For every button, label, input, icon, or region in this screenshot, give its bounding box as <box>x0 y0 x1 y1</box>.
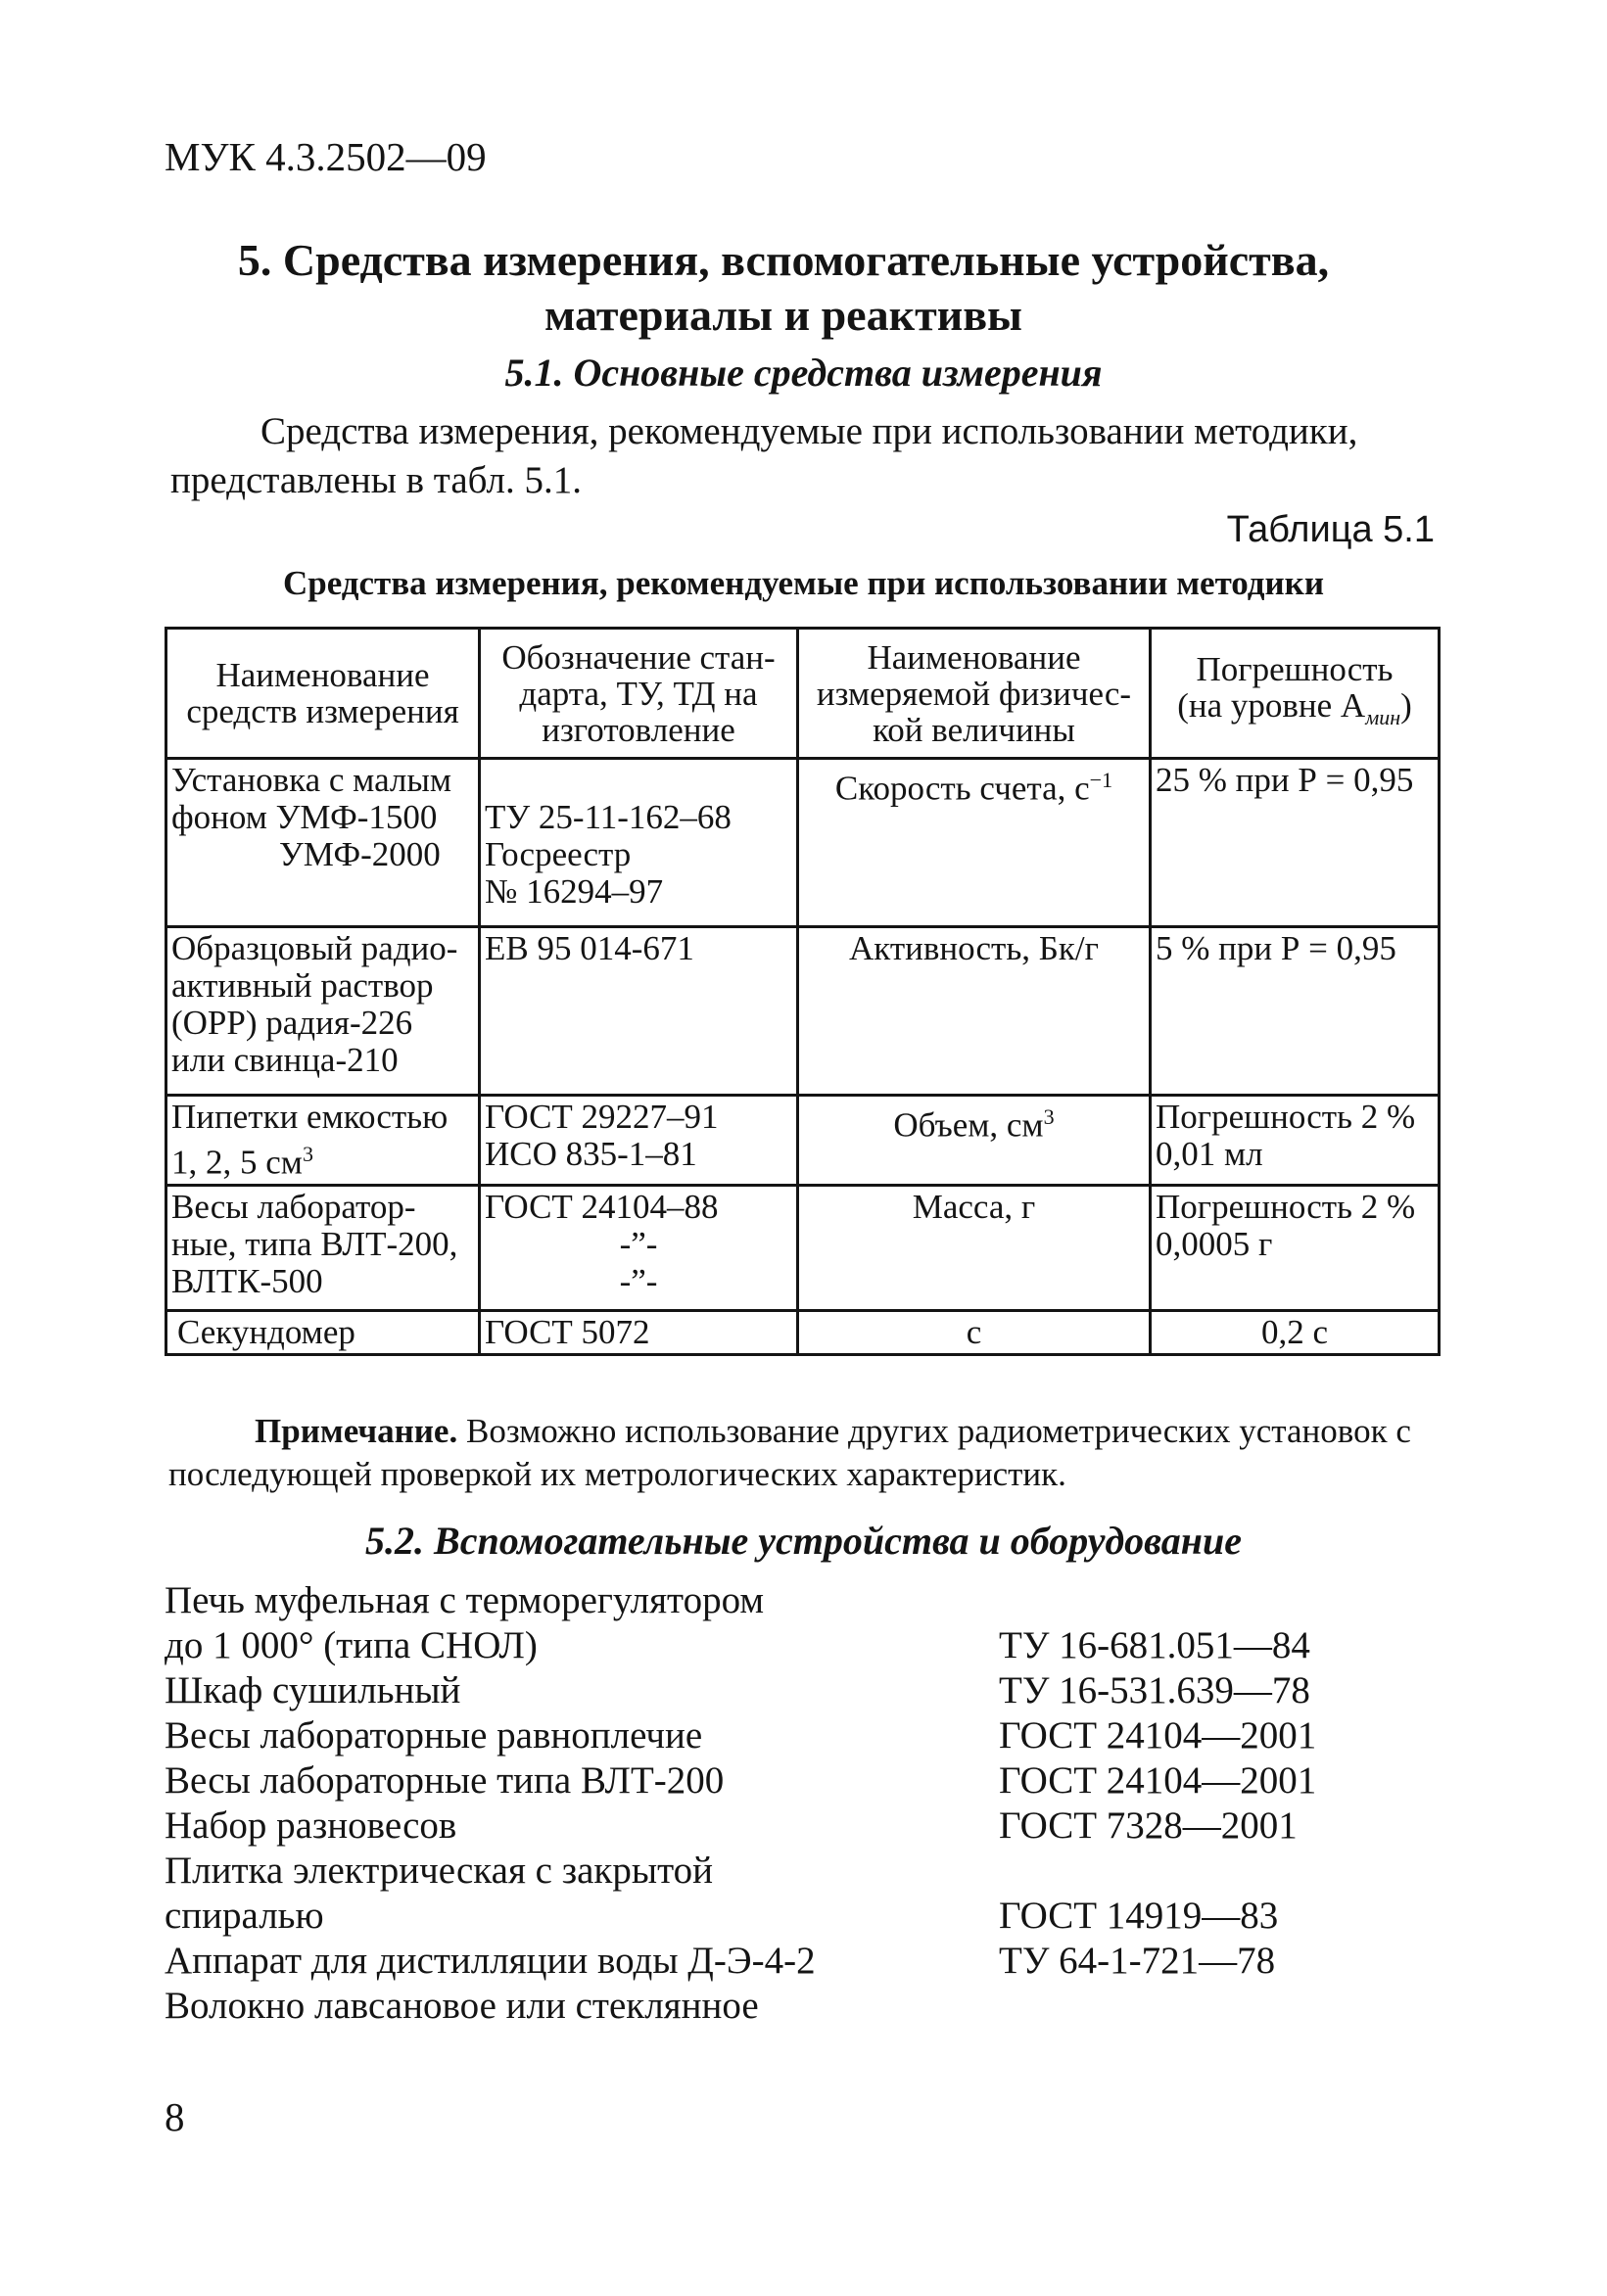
column-header-quantity <box>798 629 1151 759</box>
cell-line: ТУ 25-11-162–68 <box>485 798 732 836</box>
equipment-name: Весы лабораторные типа ВЛТ-200 <box>165 1759 725 1802</box>
note-label: Примечание. <box>255 1412 458 1450</box>
cell-line: № 16294–97 <box>485 872 664 911</box>
list-item <box>165 1804 1438 1849</box>
cell-line: или свинца-210 <box>171 1041 399 1079</box>
cell-standard <box>480 759 798 927</box>
list-item <box>165 1894 1438 1939</box>
equipment-standard: ТУ 16-681.051—84 <box>999 1624 1310 1666</box>
cell-line: -”- <box>619 1224 658 1263</box>
cell-text: Активность, Бк/г <box>849 929 1099 967</box>
table-label: Таблица 5.1 <box>1226 509 1435 550</box>
cell-line: Госреестр <box>485 835 632 873</box>
equipment-name: Печь муфельная с терморегулятором <box>165 1579 765 1621</box>
equipment-standard: ГОСТ 24104—2001 <box>999 1759 1317 1802</box>
document-code: МУК 4.3.2502—09 <box>165 134 487 179</box>
cell-line: Погрешность 2 % <box>1156 1187 1416 1226</box>
equipment-name: до 1 000° (типа СНОЛ) <box>165 1624 538 1666</box>
table-row <box>166 759 1440 927</box>
table-header-row <box>166 629 1440 759</box>
cell-error <box>1151 1185 1440 1310</box>
list-item <box>165 1713 1438 1758</box>
cell-line: ИСО 835-1–81 <box>485 1135 697 1173</box>
cell-instrument-name <box>166 927 480 1096</box>
cell-instrument-name <box>166 1185 480 1310</box>
header-subscript: мин <box>1365 705 1401 729</box>
cell-standard <box>480 1096 798 1186</box>
cell-line: фоном УМФ-1500 <box>171 798 438 836</box>
header-text: Погрешность <box>1196 650 1394 688</box>
cell-line: 0,2 с <box>1260 1312 1329 1351</box>
header-text: Обозначение стан- <box>501 637 776 677</box>
section-5-title-line-2: материалы и реактивы <box>544 290 1022 340</box>
column-header-standard <box>480 629 798 759</box>
cell-line <box>485 762 792 799</box>
cell-line: Пипетки емкостью <box>171 1098 449 1136</box>
table-row <box>166 1185 1440 1310</box>
cell-line: 0,01 мл <box>1156 1135 1263 1173</box>
cell-line: (ОРР) радия-226 <box>171 1004 413 1042</box>
header-text-part: (на уровне А <box>1177 686 1366 725</box>
section-5-1-title: 5.1. Основные средства измерения <box>504 351 1103 395</box>
cell-line: ВЛТК-500 <box>171 1261 323 1300</box>
cell-line: 25 % при Р = 0,95 <box>1156 761 1414 799</box>
equipment-name: Весы лабораторные равноплечие <box>165 1714 703 1757</box>
superscript: −1 <box>1089 768 1113 792</box>
cell-line: Погрешность 2 % <box>1156 1098 1416 1136</box>
cell-line: УМФ-2000 <box>279 835 441 873</box>
equipment-name: Плитка электрическая с закрытой <box>165 1850 713 1892</box>
cell-standard <box>480 927 798 1096</box>
equipment-name: Волокно лавсановое или стеклянное <box>165 1985 759 2027</box>
cell-line: -”- <box>619 1261 658 1300</box>
cell-standard <box>480 1310 798 1354</box>
header-text: кой величины <box>873 710 1075 749</box>
header-text <box>1156 687 1434 735</box>
equipment-name: Набор разновесов <box>165 1804 457 1847</box>
cell-instrument-name <box>166 1096 480 1186</box>
header-text: Наименование <box>215 656 430 694</box>
table-row <box>166 927 1440 1096</box>
cell-line: Секундомер <box>177 1312 355 1351</box>
cell-line: Весы лаборатор- <box>171 1187 416 1226</box>
cell-line: Образцовый радио- <box>171 929 458 967</box>
header-text: средств измерения <box>186 692 459 730</box>
cell-quantity <box>798 759 1151 927</box>
list-item <box>165 1849 1438 1894</box>
cell-line: ГОСТ 5072 <box>485 1312 650 1351</box>
cell-line: 5 % при Р = 0,95 <box>1156 929 1396 967</box>
equipment-standard: ГОСТ 7328—2001 <box>999 1804 1298 1847</box>
header-text: Наименование <box>867 637 1081 677</box>
equipment-list <box>165 1578 1438 2029</box>
equipment-standard: ГОСТ 24104—2001 <box>999 1714 1317 1757</box>
cell-quantity <box>798 1185 1151 1310</box>
cell-quantity <box>798 1096 1151 1186</box>
measurement-instruments-table <box>165 627 1441 1356</box>
superscript: 3 <box>1043 1104 1055 1129</box>
cell-error <box>1151 759 1440 927</box>
superscript: 3 <box>302 1142 313 1166</box>
cell-error <box>1151 1310 1440 1354</box>
cell-instrument-name <box>166 1310 480 1354</box>
cell-error <box>1151 1096 1440 1186</box>
note-text: Возможно использование других радиометрических установок с последующей проверкой их метрологических характеристик. <box>168 1412 1411 1493</box>
section-5-title-line-1: 5. Средства измерения, вспомогательные устройства, <box>237 235 1330 285</box>
equipment-name: спиралью <box>165 1895 324 1937</box>
header-text: изготовление <box>542 710 735 749</box>
cell-line: 0,0005 г <box>1156 1224 1273 1263</box>
table-row <box>166 1310 1440 1354</box>
list-item <box>165 1668 1438 1713</box>
cell-text: 1, 2, 5 см <box>171 1143 303 1182</box>
cell-text: Скорость счета, с <box>834 769 1090 808</box>
list-item <box>165 1984 1438 2029</box>
cell-line <box>171 1136 474 1182</box>
table-title: Средства измерения, рекомендуемые при использовании методики <box>282 564 1324 602</box>
cell-error <box>1151 927 1440 1096</box>
section-5-2-title: 5.2. Вспомогательные устройства и оборудование <box>365 1519 1242 1563</box>
page-number: 8 <box>165 2094 185 2139</box>
cell-standard <box>480 1185 798 1310</box>
cell-instrument-name <box>166 759 480 927</box>
cell-quantity <box>798 927 1151 1096</box>
column-header-instrument-name <box>166 629 480 759</box>
cell-text: Объем, см <box>893 1105 1044 1145</box>
equipment-name: Шкаф сушильный <box>165 1669 461 1711</box>
cell-text: с <box>966 1312 982 1351</box>
list-item <box>165 1623 1438 1668</box>
cell-line: ГОСТ 29227–91 <box>485 1098 719 1136</box>
equipment-standard: ТУ 64-1-721—78 <box>999 1940 1276 1982</box>
list-item <box>165 1578 1438 1623</box>
equipment-name: Аппарат для дистилляции воды Д-Э-4-2 <box>165 1940 816 1982</box>
cell-line: ные, типа ВЛТ-200, <box>171 1224 458 1263</box>
list-item <box>165 1939 1438 1984</box>
cell-line: активный раствор <box>171 966 434 1005</box>
table-row <box>166 1096 1440 1186</box>
list-item <box>165 1758 1438 1804</box>
section-5-title <box>196 233 1371 343</box>
header-text: измеряемой физичес- <box>816 674 1132 713</box>
cell-line: Установка с малым <box>171 761 452 799</box>
header-text: дарта, ТУ, ТД на <box>519 674 758 713</box>
cell-text: Масса, г <box>912 1187 1036 1226</box>
equipment-standard: ГОСТ 14919—83 <box>999 1895 1279 1937</box>
cell-quantity <box>798 1310 1151 1354</box>
header-text-part: ) <box>1400 686 1412 725</box>
table-note <box>168 1410 1442 1496</box>
cell-line: ГОСТ 24104–88 <box>485 1187 719 1226</box>
section-5-1-intro: Средства измерения, рекомендуемые при использовании методики, представлены в табл. 5.1. <box>170 410 1358 501</box>
cell-line: ЕВ 95 014-671 <box>485 929 694 967</box>
column-header-error <box>1151 629 1440 759</box>
equipment-standard: ТУ 16-531.639—78 <box>999 1669 1310 1711</box>
